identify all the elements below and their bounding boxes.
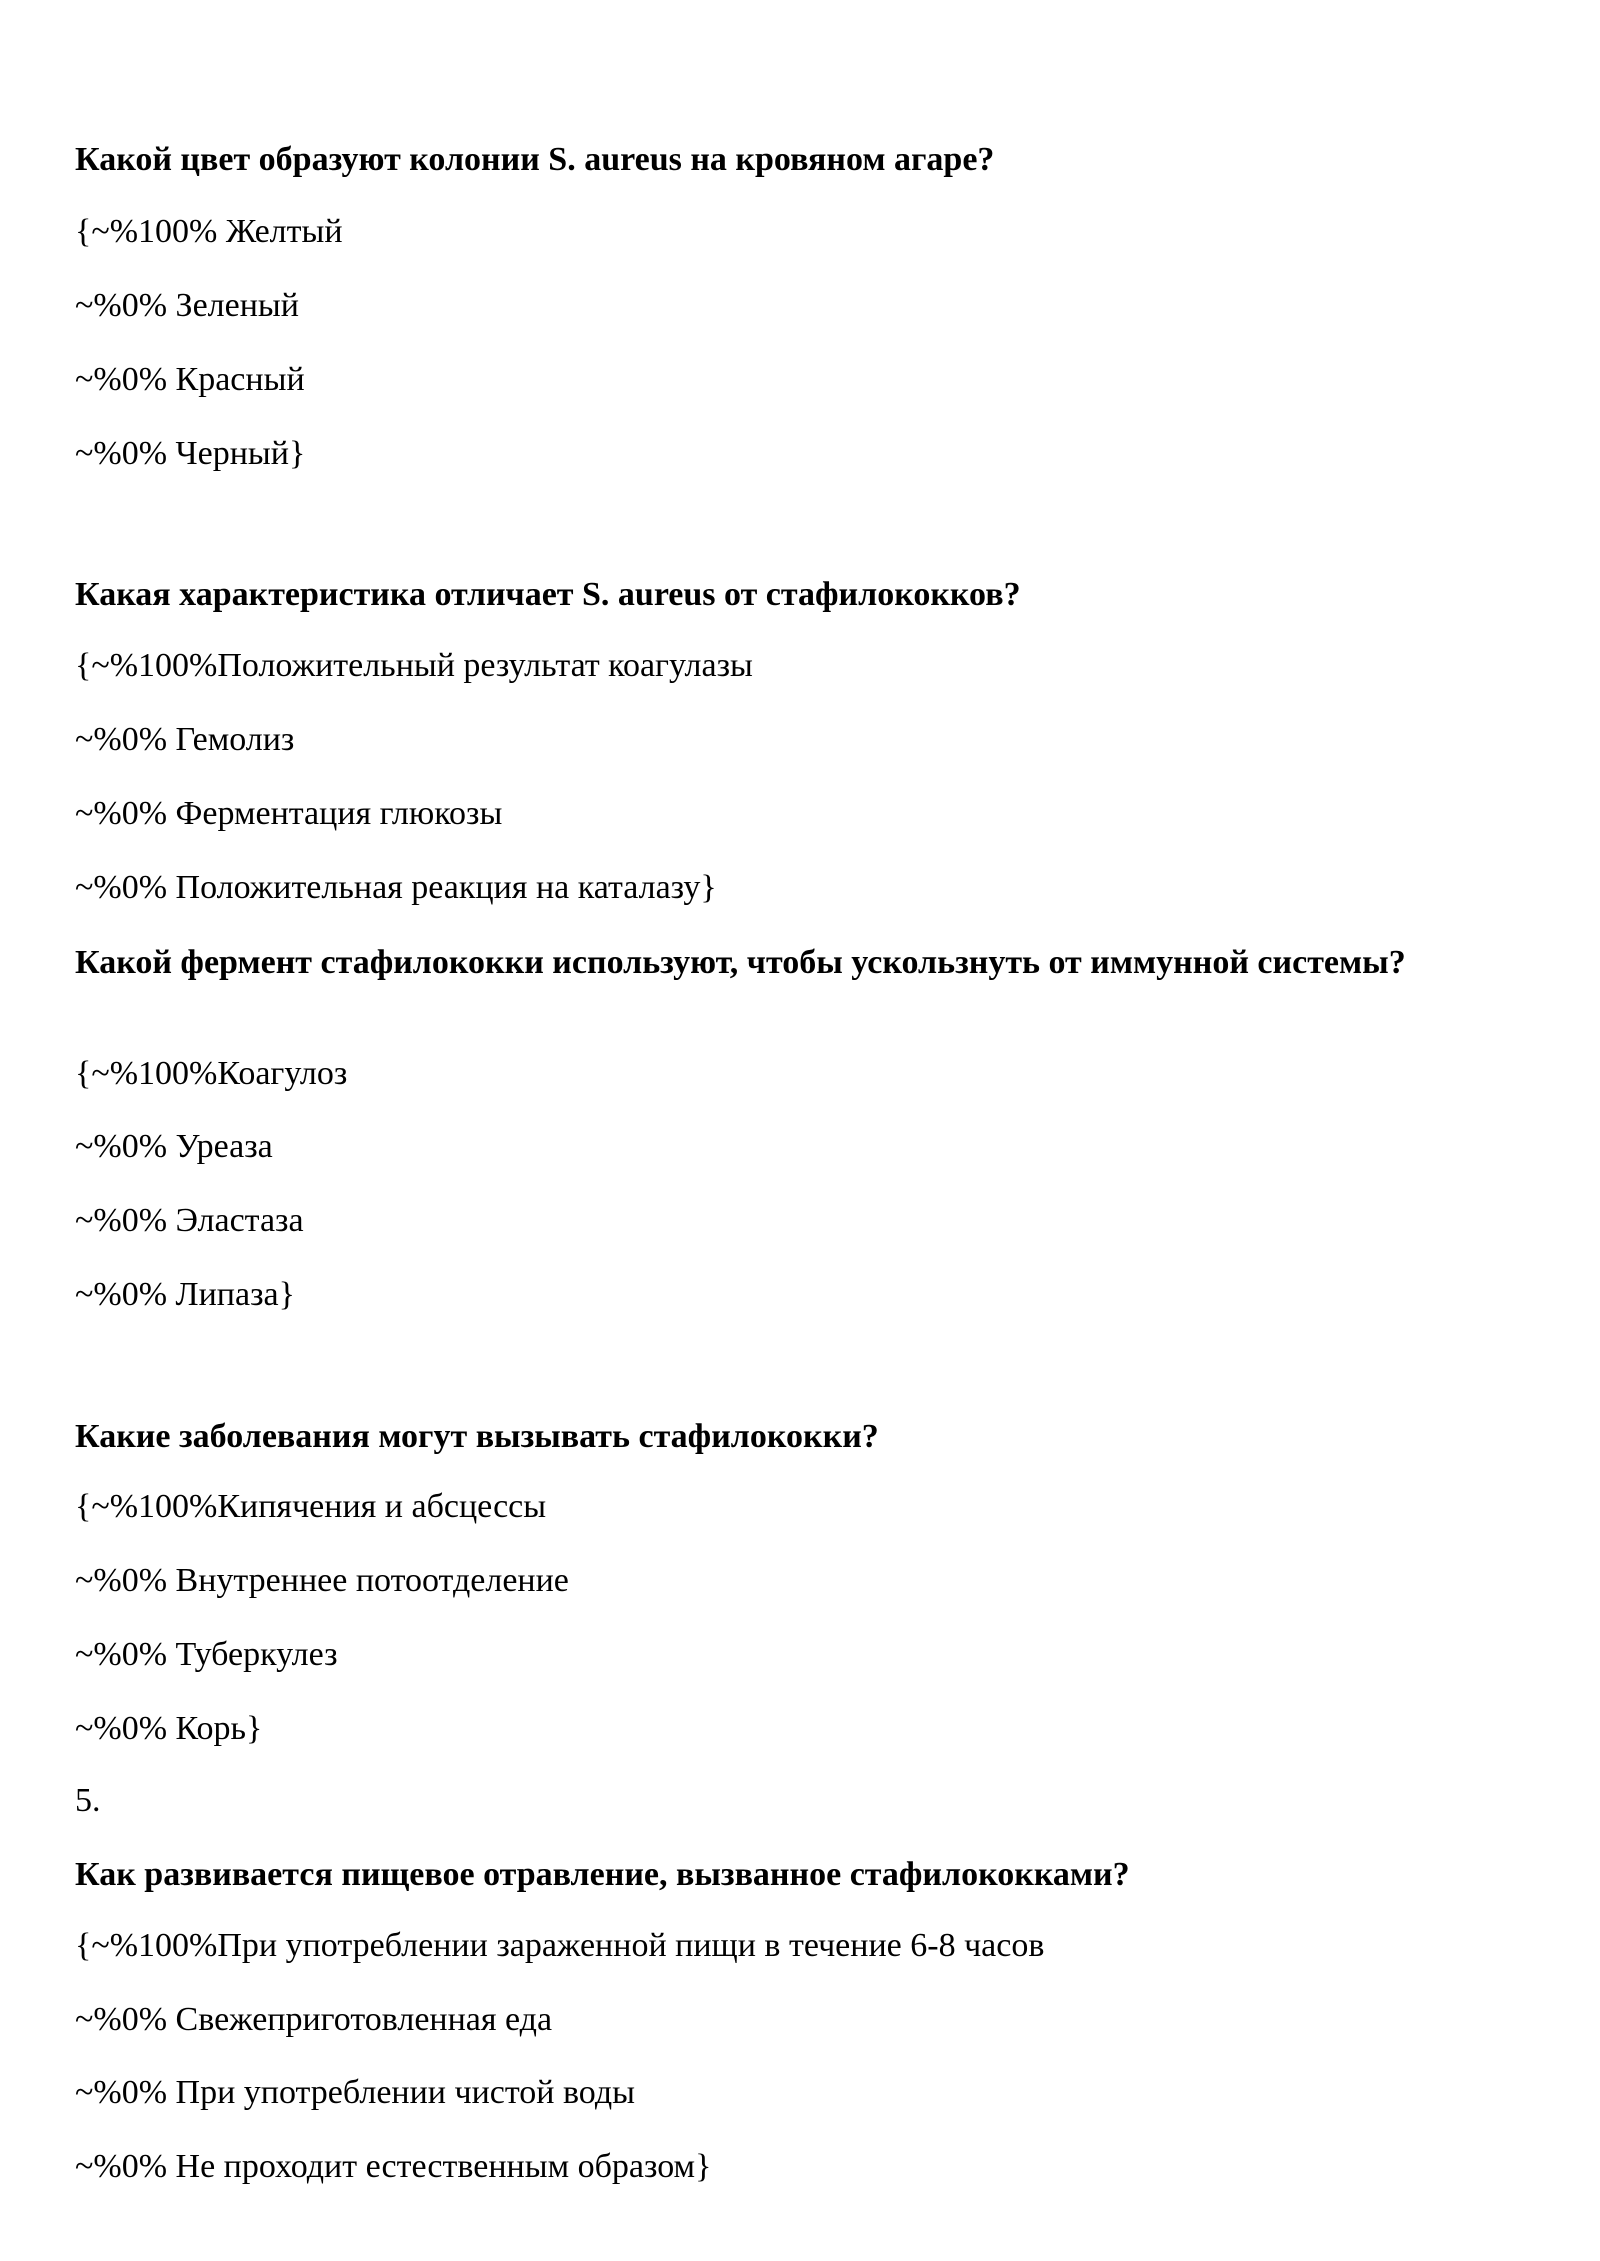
- question-5-answer-4: ~%0% Не проходит естественным образом}: [75, 2148, 712, 2185]
- question-4-answer-4: ~%0% Корь}: [75, 1710, 263, 1747]
- question-3-answer-1: {~%100%Коагулоз: [75, 1055, 348, 1092]
- question-2-answer-2: ~%0% Гемолиз: [75, 721, 295, 758]
- question-5-answer-1: {~%100%При употреблении зараженной пищи в течение 6-8 часов: [75, 1927, 1045, 1964]
- question-3-text: Какой фермент стафилококки используют, чтобы ускользнуть от иммунной системы?: [75, 944, 1406, 981]
- question-1-answer-4: ~%0% Черный}: [75, 435, 306, 472]
- question-1-text: Какой цвет образуют колонии S. aureus на кровяном агаре?: [75, 141, 995, 178]
- question-2-text: Какая характеристика отличает S. aureus от стафилококков?: [75, 576, 1021, 613]
- question-5-number: 5.: [75, 1782, 101, 1819]
- question-4-text: Какие заболевания могут вызывать стафилококки?: [75, 1418, 879, 1455]
- question-1-answer-2: ~%0% Зеленый: [75, 287, 299, 324]
- question-2-answer-1: {~%100%Положительный результат коагулазы: [75, 647, 753, 684]
- question-4-answer-1: {~%100%Кипячения и абсцессы: [75, 1488, 547, 1525]
- question-5-text: Как развивается пищевое отравление, вызванное стафилококками?: [75, 1856, 1130, 1893]
- question-4-answer-2: ~%0% Внутреннее потоотделение: [75, 1562, 569, 1599]
- question-3-answer-3: ~%0% Эластаза: [75, 1202, 304, 1239]
- question-5-answer-2: ~%0% Свежеприготовленная еда: [75, 2001, 553, 2038]
- question-1-answer-3: ~%0% Красный: [75, 361, 305, 398]
- question-2-answer-3: ~%0% Ферментация глюкозы: [75, 795, 503, 832]
- question-3-answer-2: ~%0% Уреаза: [75, 1128, 273, 1165]
- question-1-answer-1: {~%100% Желтый: [75, 213, 343, 250]
- question-5-answer-3: ~%0% При употреблении чистой воды: [75, 2074, 635, 2111]
- question-4-answer-3: ~%0% Туберкулез: [75, 1636, 338, 1673]
- question-3-answer-4: ~%0% Липаза}: [75, 1276, 295, 1313]
- question-2-answer-4: ~%0% Положительная реакция на каталазу}: [75, 869, 717, 906]
